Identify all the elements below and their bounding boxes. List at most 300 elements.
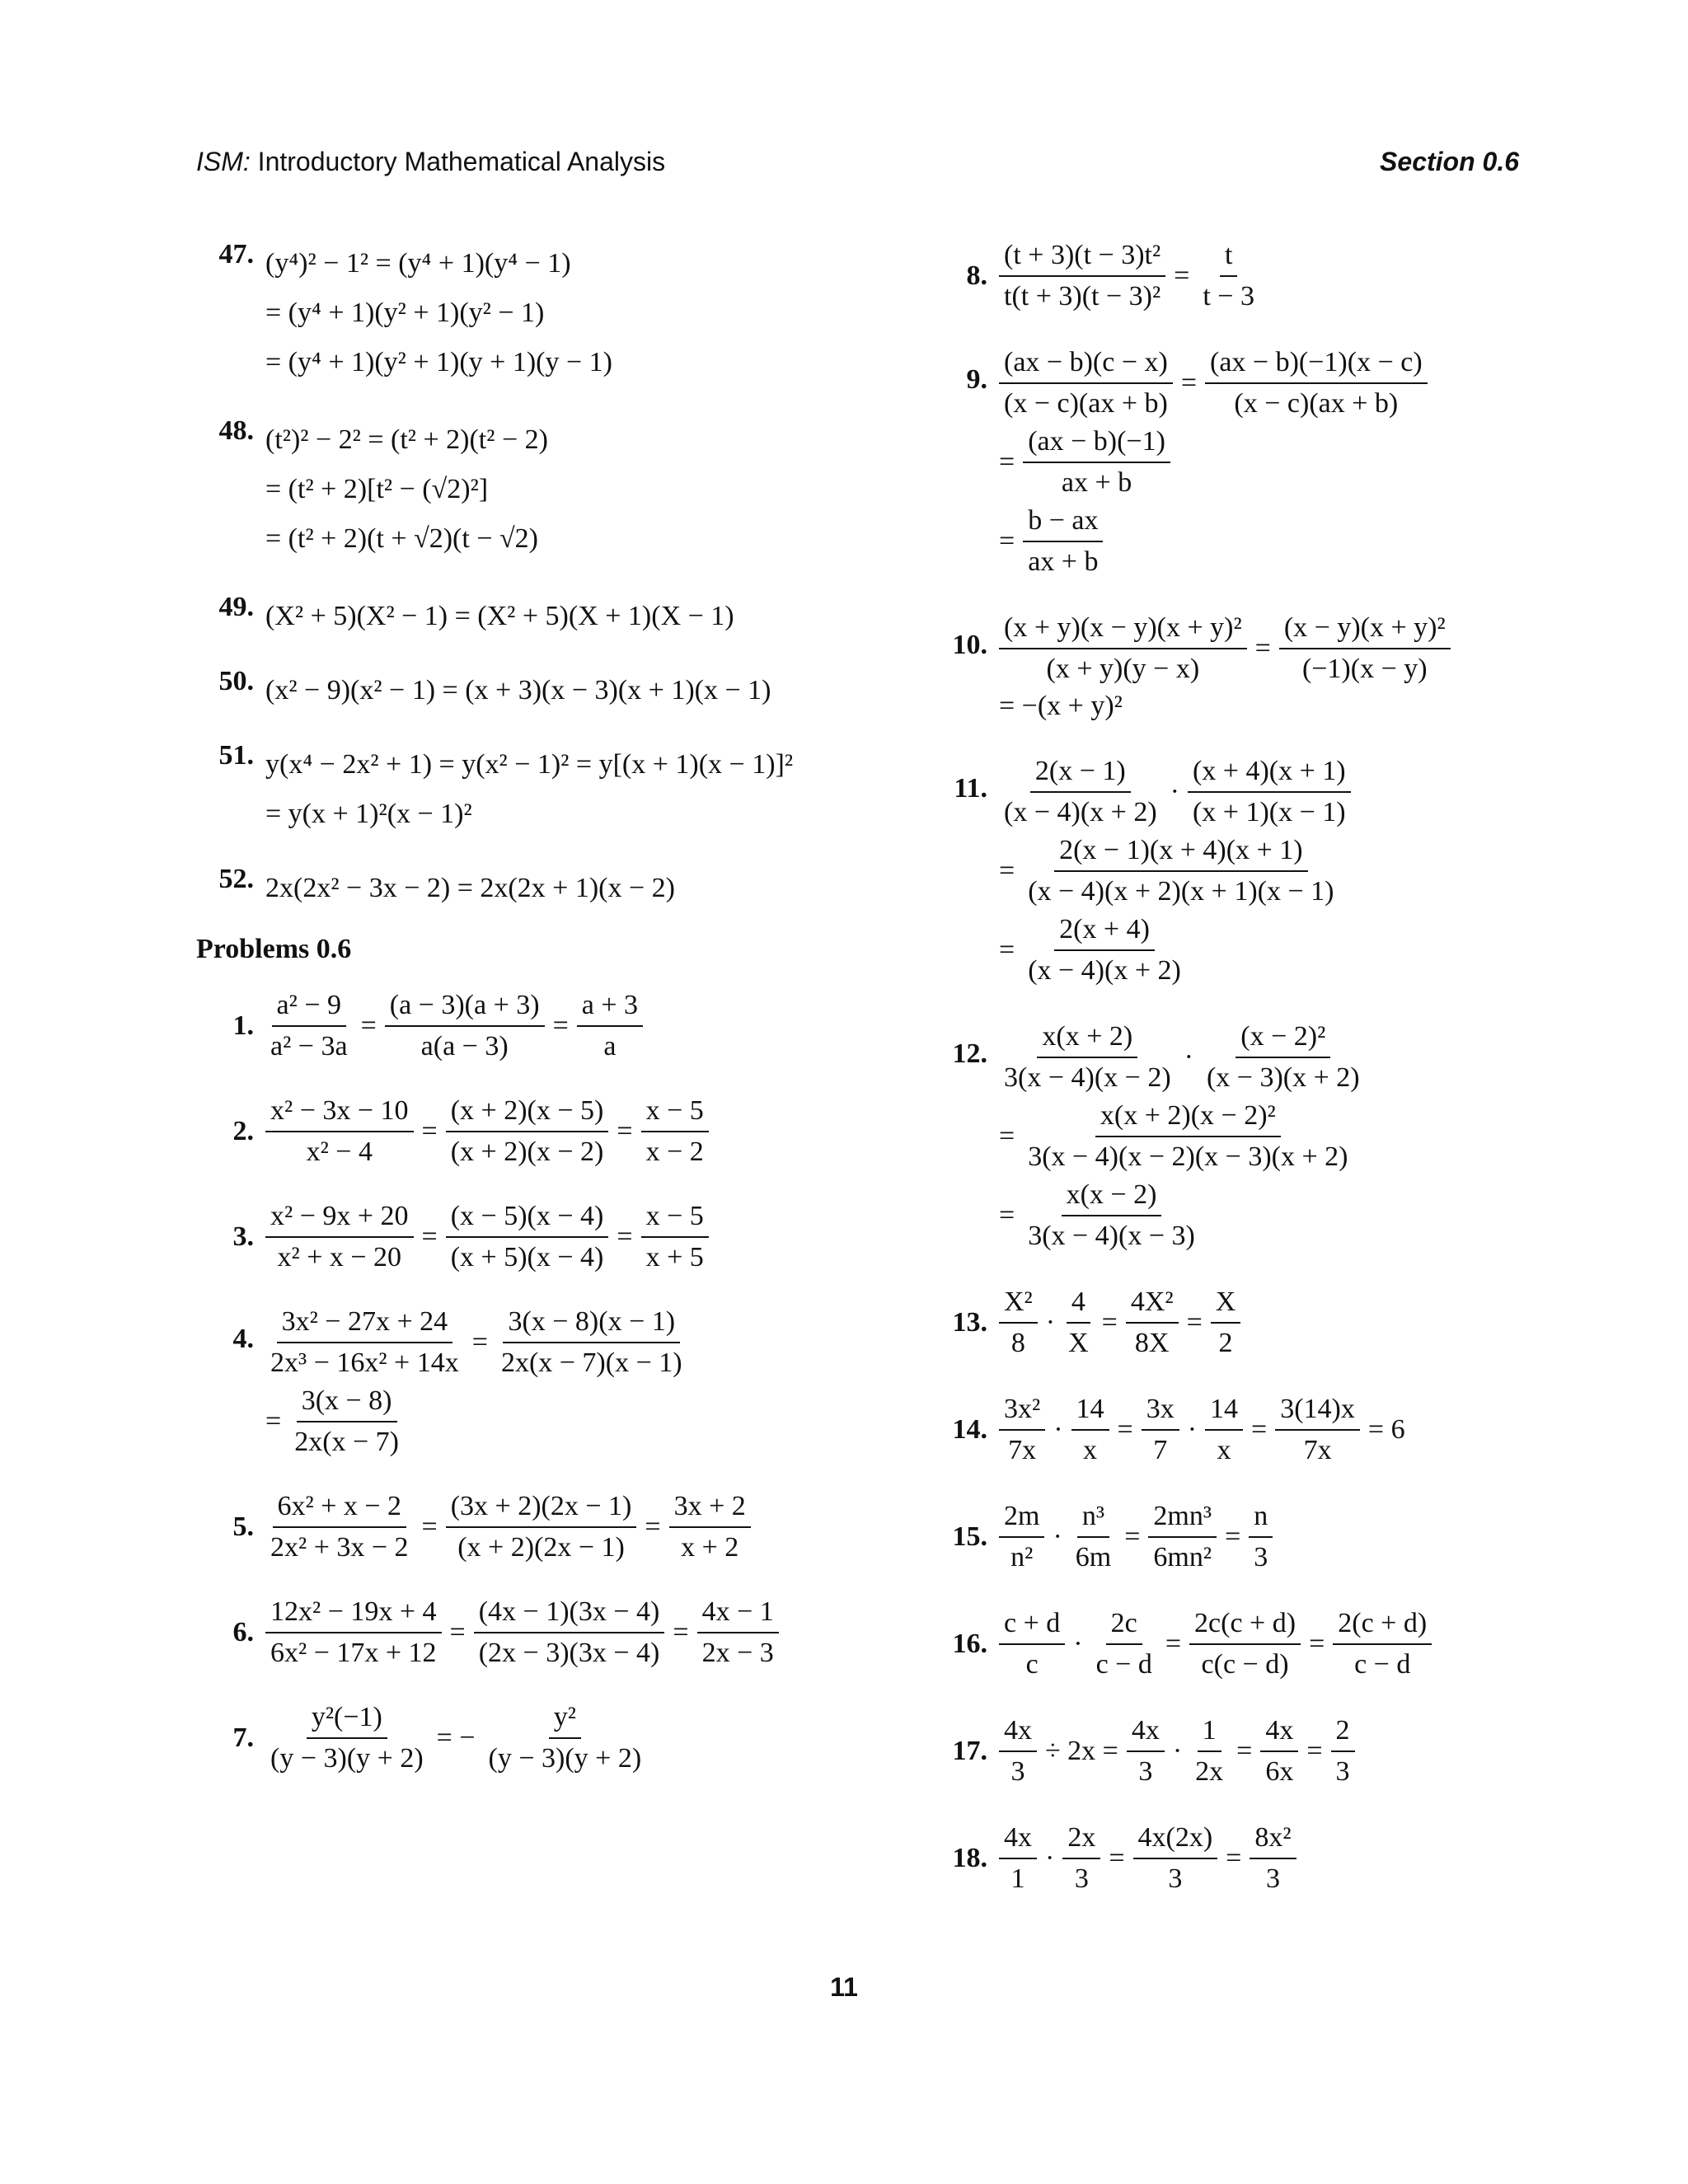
denominator: 6mn² <box>1153 1542 1212 1572</box>
denominator: 2x² + 3x − 2 <box>270 1532 409 1563</box>
operator: = <box>1251 1414 1268 1445</box>
numerator: c + d <box>999 1607 1065 1645</box>
problem-item <box>930 755 1540 987</box>
problem-number: 48. <box>218 415 254 446</box>
equation-row <box>265 1094 709 1169</box>
numerator: (ax − b)(−1)(x − c) <box>1205 346 1428 384</box>
numerator: (x + 2)(x − 5) <box>446 1094 609 1132</box>
operator: = <box>999 1200 1015 1230</box>
equation-row <box>265 1701 646 1775</box>
right-column <box>930 239 1540 1896</box>
denominator: t(t + 3)(t − 3)² <box>1004 281 1161 312</box>
denominator: 3 <box>1010 1756 1025 1787</box>
problem-body <box>265 989 643 1063</box>
denominator: 1 <box>1010 1863 1025 1894</box>
problem-body <box>265 415 548 564</box>
problem-number: 17. <box>952 1736 987 1766</box>
fraction <box>1023 913 1186 987</box>
fraction <box>1205 346 1428 420</box>
problem-number: 12. <box>952 1038 987 1069</box>
book-prefix: ISM: <box>196 147 251 176</box>
numerator: (t + 3)(t − 3)t² <box>999 239 1165 277</box>
denominator: 3(x − 4)(x − 2) <box>1004 1062 1171 1093</box>
equation-line: (x² − 9)(x² − 1) = (x + 3)(x − 3)(x + 1)(x − 1) <box>265 675 771 705</box>
operator: = <box>421 1221 438 1252</box>
equation-row <box>999 346 1428 420</box>
numerator: (x − 5)(x − 4) <box>446 1200 609 1238</box>
denominator: (x + 2)(x − 2) <box>450 1137 604 1167</box>
numerator: n <box>1249 1500 1273 1538</box>
problem-body <box>999 1286 1240 1360</box>
problem-item <box>930 1393 1540 1467</box>
operator: · <box>1170 776 1179 807</box>
numerator: 12x² − 19x + 4 <box>265 1596 442 1633</box>
operator: = <box>1225 1521 1241 1552</box>
operator: = <box>1124 1521 1141 1552</box>
operator: = <box>421 1116 438 1146</box>
operator: = <box>265 1406 282 1436</box>
problem-number: 8. <box>966 260 987 291</box>
numerator: 4x <box>999 1821 1037 1859</box>
numerator: 3x² − 27x + 24 <box>277 1305 453 1343</box>
problem-body <box>265 592 734 641</box>
denominator: 2x³ − 16x² + 14x <box>270 1347 459 1378</box>
book-title-text: Introductory Mathematical Analysis <box>250 147 666 176</box>
fraction <box>265 1200 414 1274</box>
denominator: ax + b <box>1028 546 1099 577</box>
equation-line: (X² + 5)(X² − 1) = (X² + 5)(X + 1)(X − 1) <box>265 601 734 631</box>
problem-number: 15. <box>952 1521 987 1552</box>
denominator: c − d <box>1354 1649 1411 1680</box>
equation-line: = (y⁴ + 1)(y² + 1)(y² − 1) <box>265 298 545 328</box>
equation-row <box>999 612 1451 686</box>
fraction <box>1133 1821 1218 1896</box>
equation-row <box>265 1200 709 1274</box>
equation-row <box>999 1500 1273 1574</box>
problem-body <box>999 239 1259 313</box>
fraction <box>1023 834 1339 908</box>
right-problem-list <box>930 239 1540 1896</box>
operator: = <box>1186 1307 1203 1338</box>
equation-line: = y(x + 1)²(x − 1)² <box>265 799 472 829</box>
problem-number: 11. <box>954 773 987 804</box>
problem-number: 7. <box>232 1722 254 1753</box>
denominator: x <box>1083 1435 1098 1465</box>
operator: = <box>999 526 1015 556</box>
problem-item <box>196 1596 839 1670</box>
equation-row <box>999 913 1351 987</box>
numerator: 4 <box>1067 1286 1090 1324</box>
fraction <box>999 239 1165 313</box>
numerator: 14 <box>1205 1393 1243 1431</box>
fraction <box>446 1200 609 1274</box>
operator: = <box>617 1221 633 1252</box>
problem-item <box>930 1821 1540 1896</box>
fraction <box>999 346 1173 420</box>
fraction <box>1198 239 1259 313</box>
equation-row <box>265 1596 779 1670</box>
problem-body <box>265 1200 709 1274</box>
denominator: (x − 4)(x + 2)(x + 1)(x − 1) <box>1028 876 1334 907</box>
denominator: (x − 4)(x + 2) <box>1028 955 1181 986</box>
problem-body <box>265 1490 751 1564</box>
numerator: 2(x + 4) <box>1054 913 1155 951</box>
problem-item <box>930 1714 1540 1788</box>
problem-item <box>196 415 839 564</box>
operator: = <box>645 1511 661 1542</box>
problem-body <box>265 1701 646 1775</box>
book-title <box>196 147 665 177</box>
problem-number: 14. <box>952 1414 987 1445</box>
numerator: x² − 9x + 20 <box>265 1200 414 1238</box>
denominator: x + 2 <box>681 1532 739 1563</box>
operator: · <box>1184 1042 1193 1072</box>
fraction <box>999 1020 1176 1094</box>
problem-number: 52. <box>218 864 254 894</box>
problem-number: 3. <box>232 1221 254 1252</box>
denominator: a <box>603 1031 617 1062</box>
problem-number: 50. <box>218 666 254 696</box>
denominator: 6x <box>1265 1756 1294 1787</box>
equation-row <box>999 1020 1365 1094</box>
numerator: b − ax <box>1023 504 1103 542</box>
denominator: (−1)(x − y) <box>1301 654 1428 684</box>
problem-item <box>930 1500 1540 1574</box>
problem-item <box>196 1200 839 1274</box>
numerator: 4X² <box>1126 1286 1179 1324</box>
operator: = −(x + y)² <box>999 691 1123 721</box>
problem-number: 13. <box>952 1307 987 1338</box>
problem-number: 51. <box>218 740 254 771</box>
numerator: x² − 3x − 10 <box>265 1094 414 1132</box>
numerator: (ax − b)(c − x) <box>999 346 1173 384</box>
equation-row <box>999 1179 1365 1253</box>
operator: = <box>1306 1736 1323 1766</box>
operator: = <box>449 1617 466 1647</box>
equation-row <box>999 834 1351 908</box>
previous-problems <box>196 239 839 913</box>
numerator: X² <box>999 1286 1038 1324</box>
fraction <box>1279 612 1451 686</box>
operator: = <box>673 1617 689 1647</box>
equation-row <box>999 1821 1296 1896</box>
numerator: 4x(2x) <box>1133 1821 1218 1859</box>
operator: · <box>1045 1843 1055 1873</box>
fraction <box>1275 1393 1360 1467</box>
numerator: 4x <box>999 1714 1037 1752</box>
fraction <box>1205 1393 1243 1467</box>
numerator: 2 <box>1331 1714 1355 1752</box>
denominator: (y − 3)(y + 2) <box>488 1743 642 1774</box>
numerator: 2c(c + d) <box>1189 1607 1301 1645</box>
operator: = <box>617 1116 633 1146</box>
numerator: 3x² <box>999 1393 1045 1431</box>
fraction <box>1190 1714 1228 1788</box>
denominator: x − 2 <box>645 1137 704 1167</box>
problem-body <box>999 1714 1355 1788</box>
operator: = <box>1117 1414 1133 1445</box>
fraction <box>1189 1607 1301 1681</box>
equation-row <box>265 1385 687 1459</box>
problem-body <box>265 864 675 913</box>
problem-item <box>930 1020 1540 1253</box>
denominator: a(a − 3) <box>420 1031 509 1062</box>
fraction <box>999 612 1247 686</box>
problem-item <box>196 239 839 387</box>
numerator: 4x − 1 <box>697 1596 779 1633</box>
denominator: (x − c)(ax + b) <box>1234 388 1399 419</box>
problem-item <box>196 1305 839 1459</box>
numerator: 8x² <box>1250 1821 1296 1859</box>
numerator: n³ <box>1077 1500 1109 1538</box>
problem-number: 18. <box>952 1843 987 1873</box>
numerator: (x − 2)² <box>1236 1020 1330 1058</box>
denominator: (x + 5)(x − 4) <box>450 1242 604 1272</box>
equation-line: (y⁴)² − 1² = (y⁴ + 1)(y⁴ − 1) <box>265 248 571 279</box>
denominator: 2x <box>1195 1756 1224 1787</box>
fraction <box>1023 1179 1200 1253</box>
equation-row <box>999 1286 1240 1360</box>
fraction <box>265 1701 429 1775</box>
problem-item <box>196 740 839 839</box>
denominator: 3 <box>1254 1542 1268 1572</box>
denominator: X <box>1068 1328 1089 1358</box>
equation-row <box>265 1305 687 1380</box>
denominator: 7x <box>1303 1435 1332 1465</box>
problem-item <box>196 666 839 715</box>
numerator: y²(−1) <box>307 1701 387 1739</box>
operator: ÷ 2x = <box>1045 1736 1118 1766</box>
operator: = <box>1174 260 1190 291</box>
fraction <box>999 1607 1065 1681</box>
fraction <box>1127 1714 1165 1788</box>
fraction <box>1062 1821 1100 1896</box>
denominator: (x − 4)(x + 2) <box>1004 797 1157 827</box>
problem-item <box>196 864 839 913</box>
fraction <box>999 1286 1038 1360</box>
problem-number: 1. <box>232 1010 254 1041</box>
denominator: 2x(x − 7) <box>294 1427 400 1457</box>
numerator: (a − 3)(a + 3) <box>385 989 545 1027</box>
fraction <box>1331 1714 1355 1788</box>
denominator: (y − 3)(y + 2) <box>270 1743 424 1774</box>
problem-item <box>930 1607 1540 1681</box>
numerator: x(x − 2) <box>1062 1179 1162 1216</box>
fraction <box>289 1385 404 1459</box>
fraction <box>577 989 643 1063</box>
operator: = <box>999 855 1015 886</box>
operator: = <box>1254 633 1271 663</box>
numerator: 2(c + d) <box>1333 1607 1432 1645</box>
page-header <box>196 147 1519 183</box>
denominator: 7 <box>1153 1435 1168 1465</box>
operator: = <box>1165 1629 1182 1659</box>
problem-number: 4. <box>232 1324 254 1354</box>
operator: · <box>1053 1414 1063 1445</box>
denominator: x² + x − 20 <box>277 1242 402 1272</box>
problem-item <box>196 989 839 1063</box>
problem-number: 47. <box>218 239 254 269</box>
problem-body <box>999 1393 1405 1467</box>
denominator: 3(x − 4)(x − 3) <box>1028 1221 1195 1251</box>
operator: · <box>1045 1307 1056 1338</box>
fraction <box>1202 1020 1365 1094</box>
fraction <box>1126 1286 1179 1360</box>
fraction <box>474 1596 665 1670</box>
denominator: c − d <box>1095 1649 1152 1680</box>
problem-body <box>999 755 1351 987</box>
denominator: c <box>1025 1649 1039 1680</box>
section-heading: Problems 0.6 <box>196 934 352 964</box>
operator: = <box>1101 1307 1118 1338</box>
numerator: 14 <box>1071 1393 1109 1431</box>
operator: = <box>1236 1736 1253 1766</box>
numerator: x − 5 <box>641 1200 709 1238</box>
numerator: 4x <box>1127 1714 1165 1752</box>
numerator: a + 3 <box>577 989 643 1027</box>
problem-body <box>265 666 771 715</box>
fraction <box>1063 1286 1094 1360</box>
problem-item <box>930 612 1540 722</box>
denominator: 6m <box>1075 1542 1112 1572</box>
fraction <box>385 989 545 1063</box>
numerator: X <box>1211 1286 1241 1324</box>
numerator: 2x <box>1062 1821 1100 1859</box>
problem-body <box>265 1094 709 1169</box>
equation-row <box>265 989 643 1063</box>
numerator: 3(x − 8) <box>297 1385 397 1422</box>
operator: = <box>999 935 1015 965</box>
fraction <box>265 1596 442 1670</box>
fraction <box>496 1305 687 1380</box>
problem-item <box>196 1490 839 1564</box>
equation-row <box>999 1099 1365 1174</box>
operator: · <box>1187 1414 1198 1445</box>
problem-number: 49. <box>218 592 254 622</box>
numerator: y² <box>549 1701 581 1739</box>
denominator: ax + b <box>1061 467 1132 498</box>
operator: = <box>1109 1843 1125 1873</box>
equation-row <box>999 1393 1405 1467</box>
denominator: 6x² − 17x + 12 <box>270 1638 437 1668</box>
denominator: 8X <box>1134 1328 1170 1358</box>
denominator: 3 <box>1265 1863 1280 1894</box>
equation-line: y(x⁴ − 2x² + 1) = y(x² − 1)² = y[(x + 1)(x − 1)]² <box>265 749 794 780</box>
problem-item <box>930 1286 1540 1360</box>
problem-body <box>999 1821 1296 1896</box>
problem-body <box>999 1020 1365 1253</box>
fraction <box>1091 1607 1157 1681</box>
operator: = <box>999 1121 1015 1151</box>
fraction <box>265 989 353 1063</box>
equation-row <box>999 239 1259 313</box>
fraction <box>641 1200 709 1274</box>
operator: = <box>471 1327 488 1357</box>
fraction <box>999 1821 1037 1896</box>
numerator: 2c <box>1106 1607 1142 1645</box>
fraction <box>1071 1500 1116 1574</box>
fraction <box>446 1490 637 1564</box>
denominator: 3 <box>1335 1756 1350 1787</box>
numerator: 2m <box>999 1500 1044 1538</box>
denominator: a² − 3a <box>270 1031 348 1062</box>
problem-body <box>999 1500 1273 1574</box>
problem-number: 10. <box>952 630 987 660</box>
numerator: 6x² + x − 2 <box>273 1490 407 1528</box>
numerator: (ax − b)(−1) <box>1023 425 1170 463</box>
problem-item <box>930 346 1540 579</box>
problem-body <box>265 740 793 839</box>
problem-number: 16. <box>952 1629 987 1659</box>
fraction <box>1260 1714 1298 1788</box>
fraction <box>265 1094 414 1169</box>
fraction <box>999 755 1162 829</box>
denominator: 3(x − 4)(x − 2)(x − 3)(x + 2) <box>1028 1141 1348 1172</box>
numerator: x(x + 2)(x − 2)² <box>1095 1099 1281 1137</box>
denominator: x² − 4 <box>306 1137 373 1167</box>
numerator: 3x <box>1142 1393 1179 1431</box>
problem-body <box>999 1607 1432 1681</box>
equation-row <box>999 425 1428 499</box>
denominator: 2 <box>1218 1328 1233 1358</box>
numerator: 3x + 2 <box>669 1490 751 1528</box>
fraction <box>484 1701 647 1775</box>
fraction <box>265 1490 414 1564</box>
denominator: x <box>1217 1435 1231 1465</box>
denominator: 7x <box>1008 1435 1037 1465</box>
problem-item <box>930 239 1540 313</box>
problem-body <box>265 239 612 387</box>
equation-line: (t²)² − 2² = (t² + 2)(t² − 2) <box>265 424 548 455</box>
fraction <box>1148 1500 1217 1574</box>
fraction <box>265 1305 464 1380</box>
denominator: x + 5 <box>645 1242 704 1272</box>
numerator: (x − y)(x + y)² <box>1279 612 1451 649</box>
equation-row <box>999 1607 1432 1681</box>
equation-row <box>999 755 1351 829</box>
operator: · <box>1073 1629 1083 1659</box>
operator: = <box>1309 1629 1325 1659</box>
section-label: Section 0.6 <box>1380 147 1519 176</box>
operator: = <box>999 447 1015 477</box>
equation-line: 2x(2x² − 3x − 2) = 2x(2x + 1)(x − 2) <box>265 873 676 903</box>
numerator: t <box>1220 239 1237 277</box>
fraction <box>446 1094 609 1169</box>
numerator: 2mn³ <box>1148 1500 1217 1538</box>
fraction <box>1250 1821 1296 1896</box>
fraction <box>1188 755 1351 829</box>
numerator: 3(x − 8)(x − 1) <box>503 1305 680 1343</box>
equation-line: = (t² + 2)(t + √2)(t − √2) <box>265 523 538 554</box>
operator: · <box>1053 1521 1062 1552</box>
fraction <box>641 1094 709 1169</box>
denominator: 2x − 3 <box>701 1638 774 1668</box>
numerator: (x + y)(x − y)(x + y)² <box>999 612 1247 649</box>
numerator: 2(x − 1)(x + 4)(x + 1) <box>1054 834 1307 872</box>
numerator: (x + 4)(x + 1) <box>1188 755 1351 793</box>
equation-line: = (t² + 2)[t² − (√2)²] <box>265 474 489 504</box>
numerator: 4x <box>1260 1714 1298 1752</box>
problem-item <box>196 1094 839 1169</box>
fraction <box>999 1714 1037 1788</box>
denominator: 8 <box>1010 1328 1025 1358</box>
page-number: 11 <box>830 1972 858 2002</box>
denominator: c(c − d) <box>1201 1649 1289 1680</box>
fraction <box>669 1490 751 1564</box>
numerator: (4x − 1)(3x − 4) <box>474 1596 665 1633</box>
equation-row <box>265 1490 751 1564</box>
numerator: x(x + 2) <box>1037 1020 1137 1058</box>
